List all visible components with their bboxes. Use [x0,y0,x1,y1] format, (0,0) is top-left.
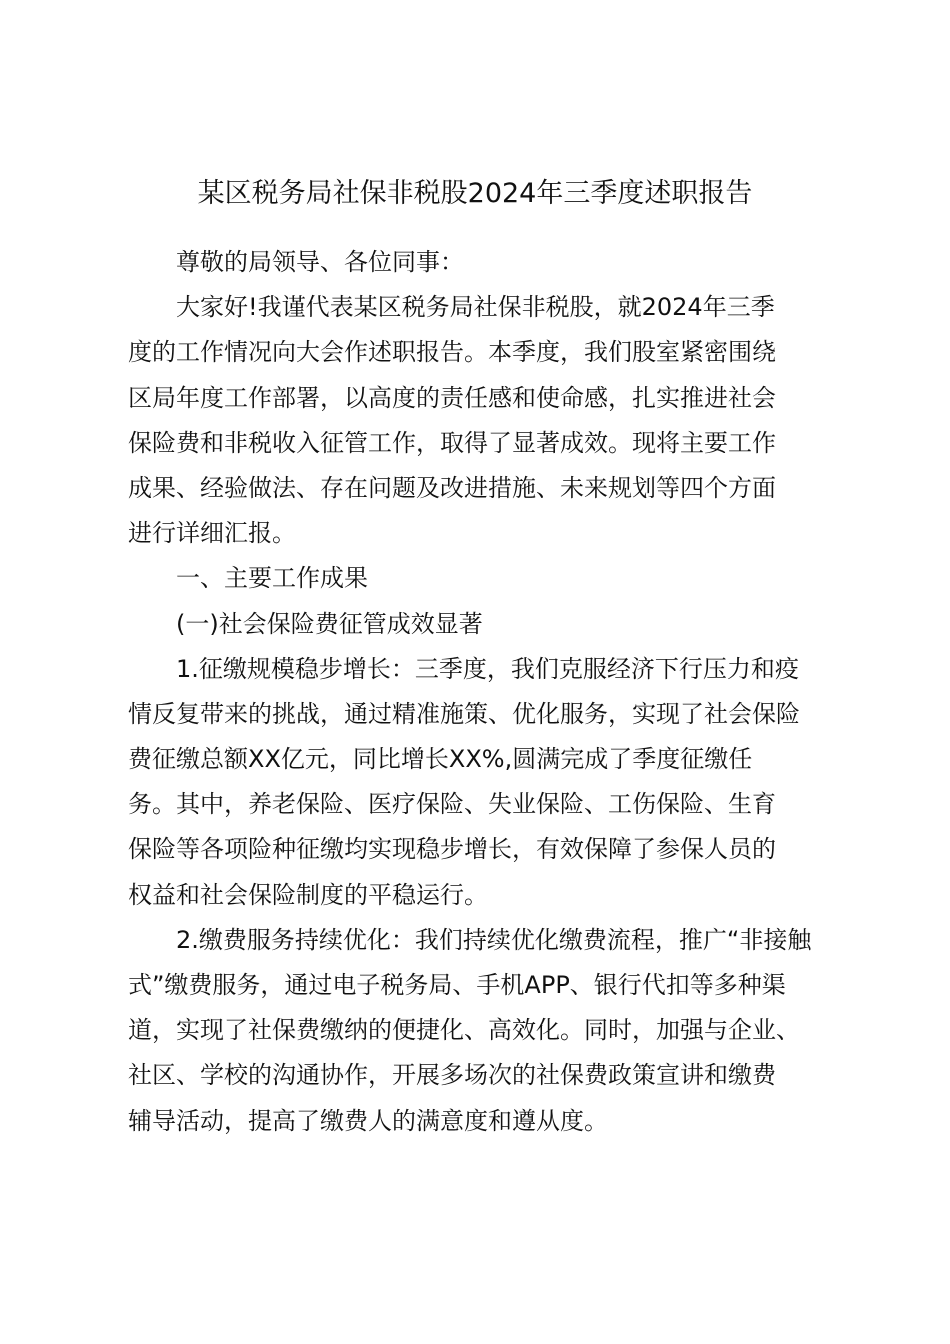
paragraph-line: 保险等各项险种征缴均实现稳步增长，有效保障了参保人员的 [128,835,776,864]
paragraph-line: 区局年度工作部署，以高度的责任感和使命感，扎实推进社会 [128,383,776,412]
paragraph-line: 进行详细汇报。 [128,519,296,548]
document-title: 某区税务局社保非税股2024年三季度述职报告 [197,178,753,209]
section-heading: 一、主要工作成果 [176,564,368,593]
salutation: 尊敬的局领导、各位同事： [176,248,464,276]
paragraph-line: 社区、学校的沟通协作，开展多场次的社保费政策宣讲和缴费 [128,1061,776,1090]
paragraph-line: 务。其中，养老保险、医疗保险、失业保险、工伤保险、生育 [128,790,776,819]
paragraph-line: 2.缴费服务持续优化：我们持续优化缴费流程，推广“非接触 [176,925,812,954]
paragraph-line: 辅导活动，提高了缴费人的满意度和遵从度。 [128,1106,608,1135]
paragraph-line: 度的工作情况向大会作述职报告。本季度，我们股室紧密围绕 [128,338,776,367]
paragraph-line: 保险费和非税收入征管工作，取得了显著成效。现将主要工作 [128,428,776,457]
paragraph-line: 费征缴总额XX亿元，同比增长XX%,圆满完成了季度征缴任 [128,745,753,774]
paragraph-line: 权益和社会保险制度的平稳运行。 [128,880,488,909]
paragraph-line: 大家好!我谨代表某区税务局社保非税股，就2024年三季 [176,293,775,322]
paragraph-line: 1.征缴规模稳步增长：三季度，我们克服经济下行压力和疫 [176,654,799,683]
paragraph-line: 成果、经验做法、存在问题及改进措施、未来规划等四个方面 [128,473,776,502]
document-body [128,240,822,1144]
paragraph-line: 情反复带来的挑战，通过精准施策、优化服务，实现了社会保险 [128,699,800,728]
subsection-heading: (一)社会保险费征管成效显著 [176,609,483,638]
paragraph-line: 式”缴费服务，通过电子税务局、手机APP、银行代扣等多种渠 [128,971,786,999]
paragraph-line: 道，实现了社保费缴纳的便捷化、高效化。同时，加强与企业、 [128,1016,800,1045]
